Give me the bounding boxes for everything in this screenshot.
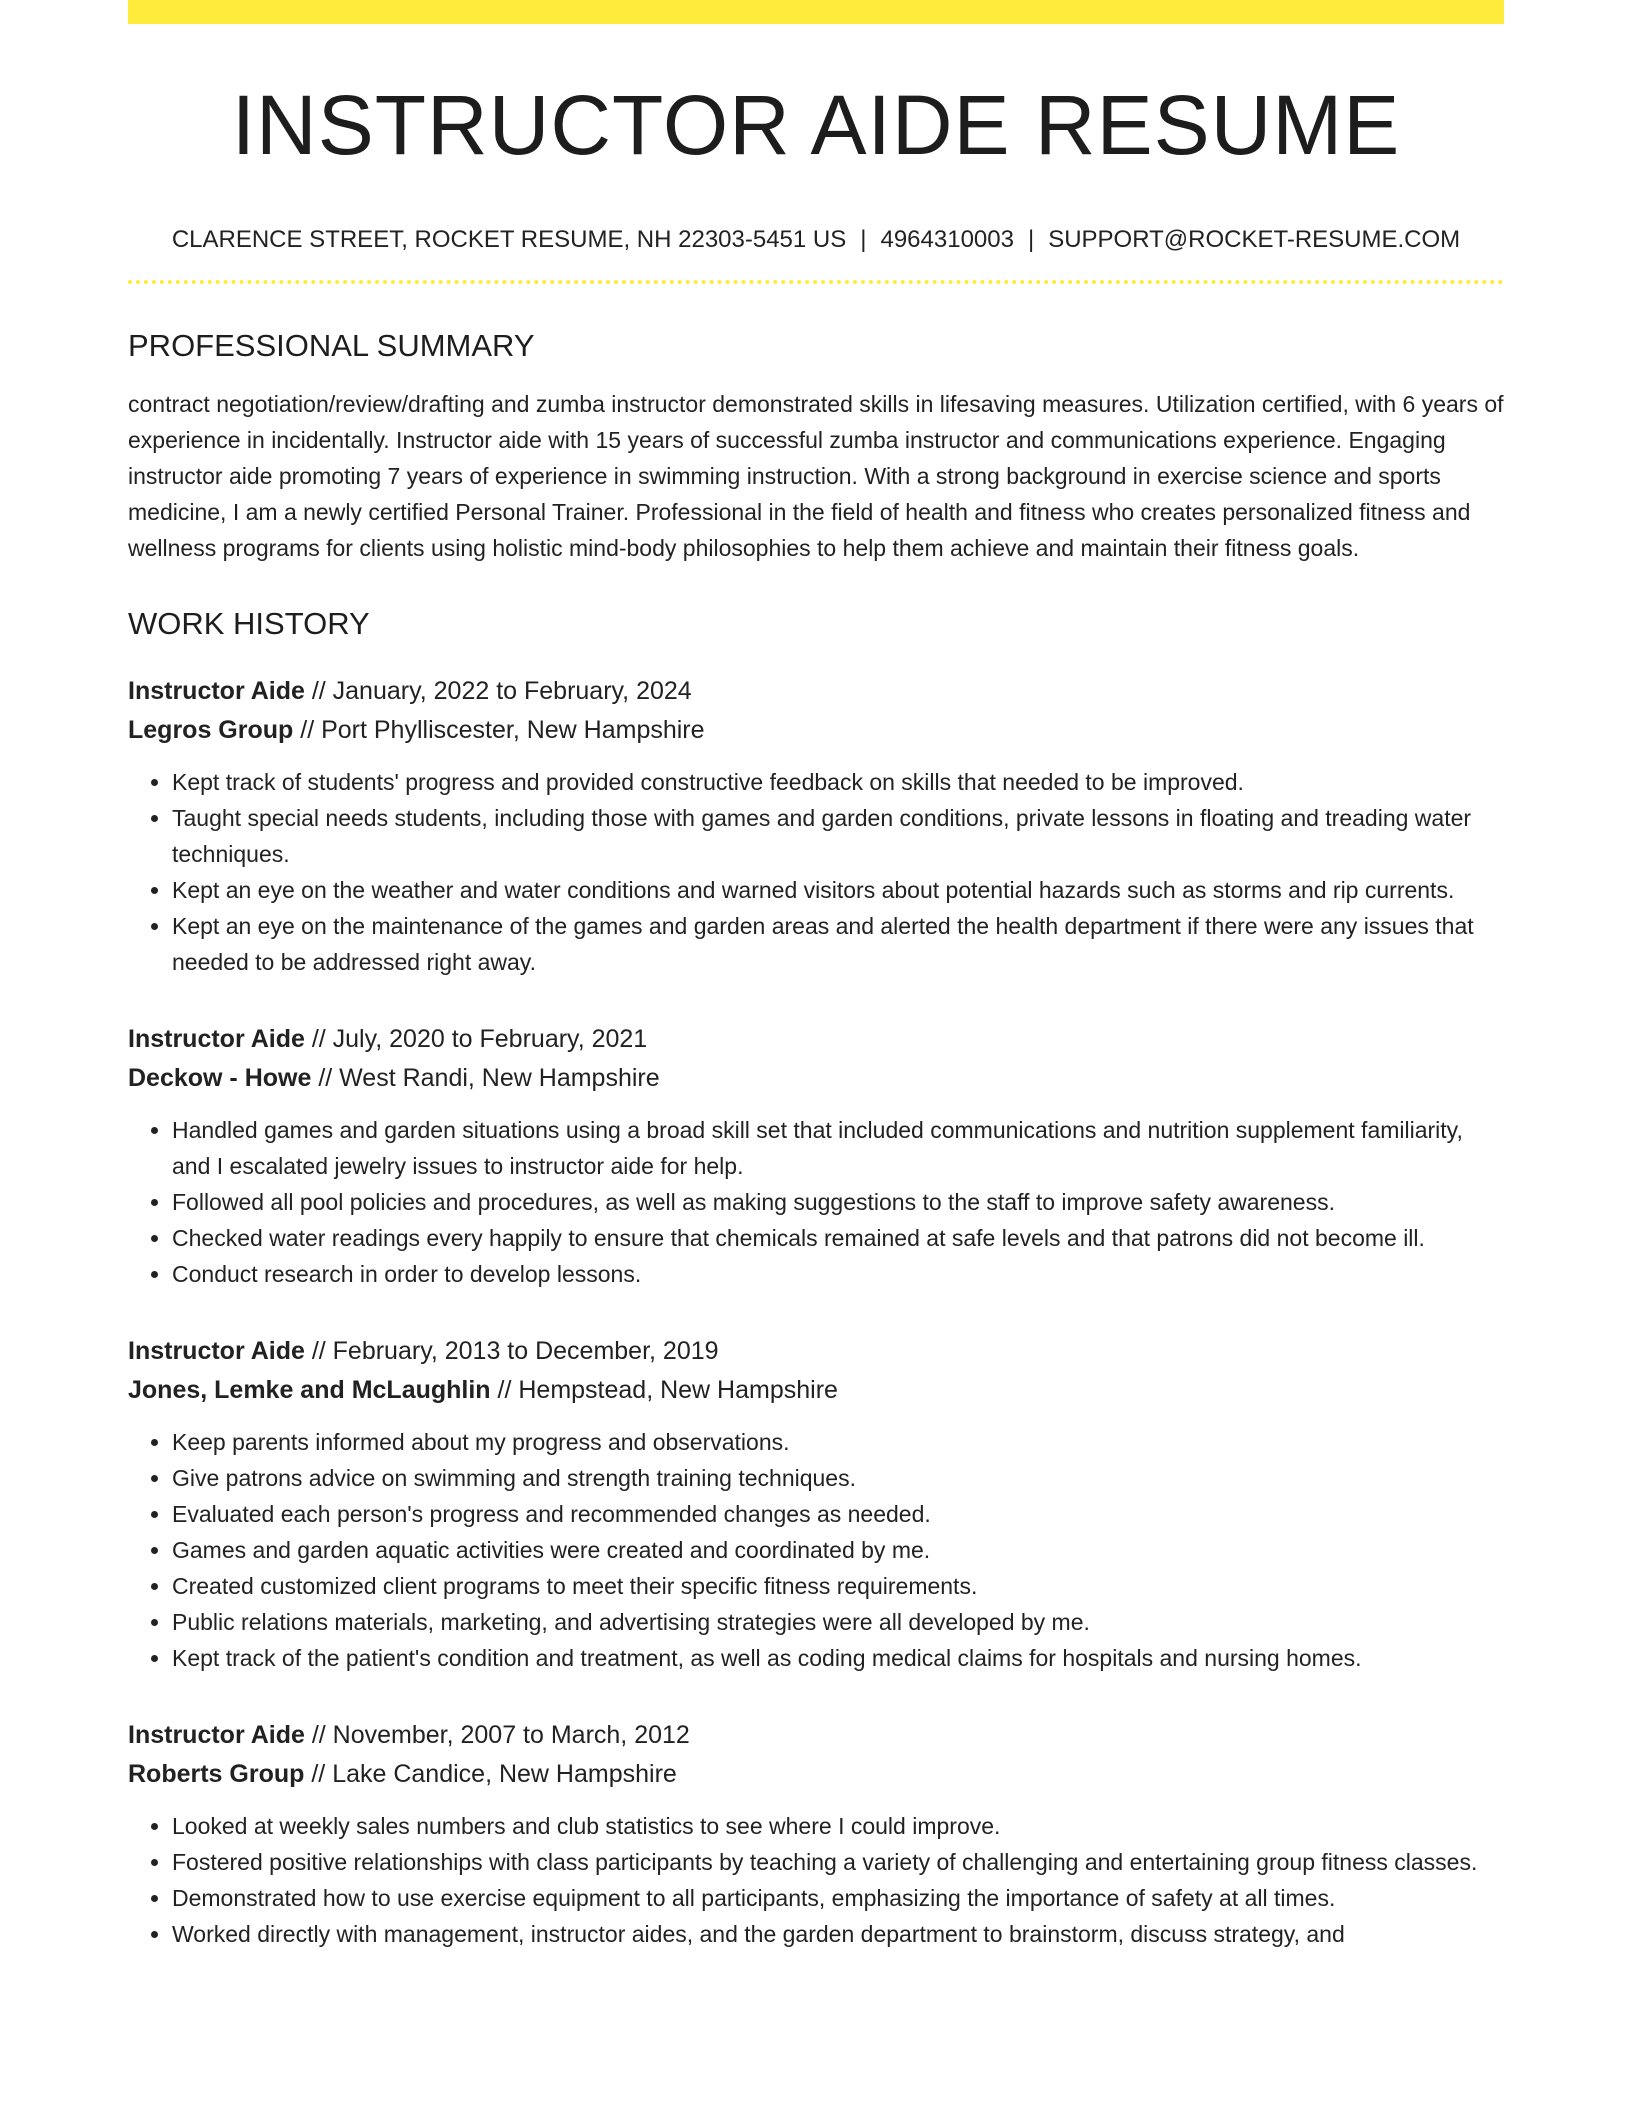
contact-separator: | [1027,226,1035,254]
job-bullet: • Created customized client programs to meet their specific fitness requirements. [172,1568,1504,1604]
contact-separator: | [860,226,867,254]
job-company: Legros Group [128,716,294,745]
job-title: Instructor Aide [128,677,305,706]
job-bullet: • Taught special needs students, including those with games and garden conditions, private lessons in floating and treading water techniques. [172,800,1504,872]
job-entry [128,1332,1504,1676]
job-company: Jones, Lemke and McLaughlin [128,1376,491,1405]
resume-page [128,0,1504,1952]
job-bullet: • Evaluated each person's progress and recommended changes as needed. [172,1496,1504,1532]
job-bullet: • Keep parents informed about my progress and observations. [172,1424,1504,1460]
job-title: Instructor Aide [128,1025,305,1054]
job-entry [128,1020,1504,1292]
job-bullets [128,764,1504,980]
job-location: // Lake Candice, New Hampshire [304,1760,677,1789]
job-bullet: • Followed all pool policies and procedures, as well as making suggestions to the staff to improve safety awareness. [172,1184,1504,1220]
job-location: // Port Phylliscester, New Hampshire [293,716,705,745]
job-title: Instructor Aide [128,1337,305,1366]
job-title-line [128,1716,1504,1755]
job-bullet: • Conduct research in order to develop lessons. [172,1256,1504,1292]
job-bullet: • Checked water readings every happily to ensure that chemicals remained at safe levels and that patrons did not become ill. [172,1220,1504,1256]
job-bullets [128,1112,1504,1292]
job-dates: // February, 2013 to December, 2019 [304,1337,719,1366]
job-bullet: • Demonstrated how to use exercise equipment to all participants, emphasizing the importance of safety at all times. [172,1880,1504,1916]
job-company-line [128,711,1504,750]
job-title-line [128,672,1504,711]
contact-address: CLARENCE STREET, ROCKET RESUME, NH 22303-5451 US [171,226,847,254]
contact-line [128,226,1504,254]
job-entry [128,1716,1504,1952]
job-bullet: • Give patrons advice on swimming and strength training techniques. [172,1460,1504,1496]
job-company-line [128,1755,1504,1794]
resume-title: INSTRUCTOR AIDE RESUME [231,78,1401,172]
job-bullet: • Kept track of students' progress and provided constructive feedback on skills that needed to be improved. [172,764,1504,800]
job-location: // West Randi, New Hampshire [311,1064,660,1093]
job-title-line [128,1020,1504,1059]
job-bullets [128,1808,1504,1952]
job-company-line [128,1371,1504,1410]
job-title: Instructor Aide [128,1721,305,1750]
job-company-line [128,1059,1504,1098]
job-location: // Hempstead, New Hampshire [490,1376,838,1405]
job-bullets [128,1424,1504,1676]
job-company: Roberts Group [128,1760,305,1789]
job-bullet: • Kept track of the patient's condition and treatment, as well as coding medical claims for hospitals and nursing homes. [172,1640,1504,1676]
job-dates: // July, 2020 to February, 2021 [304,1025,648,1054]
job-bullet: • Public relations materials, marketing, and advertising strategies were all developed by me. [172,1604,1504,1640]
job-bullet: • Kept an eye on the maintenance of the games and garden areas and alerted the health department if there were any issues that needed to be addressed right away. [172,908,1504,980]
job-bullet: • Handled games and garden situations using a broad skill set that included communications and nutrition supplement familiarity, and I escalated jewelry issues to instructor aide for help. [172,1112,1504,1184]
job-bullet: • Worked directly with management, instructor aides, and the garden department to brainstorm, discuss strategy, and [172,1916,1504,1952]
job-title-line [128,1332,1504,1371]
job-dates: // November, 2007 to March, 2012 [304,1721,690,1750]
job-bullet: • Fostered positive relationships with class participants by teaching a variety of challenging and entertaining group fitness classes. [172,1844,1504,1880]
job-bullet: • Games and garden aquatic activities were created and coordinated by me. [172,1532,1504,1568]
summary-heading: PROFESSIONAL SUMMARY [128,328,535,364]
summary-text: contract negotiation/review/drafting and zumba instructor demonstrated skills in lifesaving measures. Utilization certified, with 6 years of experience in incidentally. Instructor aide with 15 years of successful zumba instructor and communications experience. Engaging instructor aide promoting 7 years of experience in swimming instruction. With a strong background in exercise science and sports medicine, I am a newly certified Personal Trainer. Professional in the field of health and fitness who creates personalized fitness and wellness programs for clients using holistic mind-body philosophies to help them achieve and maintain their fitness goals. [128,391,1504,562]
job-entry [128,672,1504,980]
job-bullet: • Kept an eye on the weather and water conditions and warned visitors about potential hazards such as storms and rip currents. [172,872,1504,908]
work-history-heading: WORK HISTORY [128,606,370,642]
dotted-divider [128,280,1504,284]
job-company: Deckow - Howe [128,1064,312,1093]
contact-email: SUPPORT@ROCKET-RESUME.COM [1048,226,1461,254]
job-bullet: • Looked at weekly sales numbers and club statistics to see where I could improve. [172,1808,1504,1844]
contact-phone: 4964310003 [880,226,1014,254]
accent-top-bar [128,0,1504,24]
job-dates: // January, 2022 to February, 2024 [304,677,692,706]
